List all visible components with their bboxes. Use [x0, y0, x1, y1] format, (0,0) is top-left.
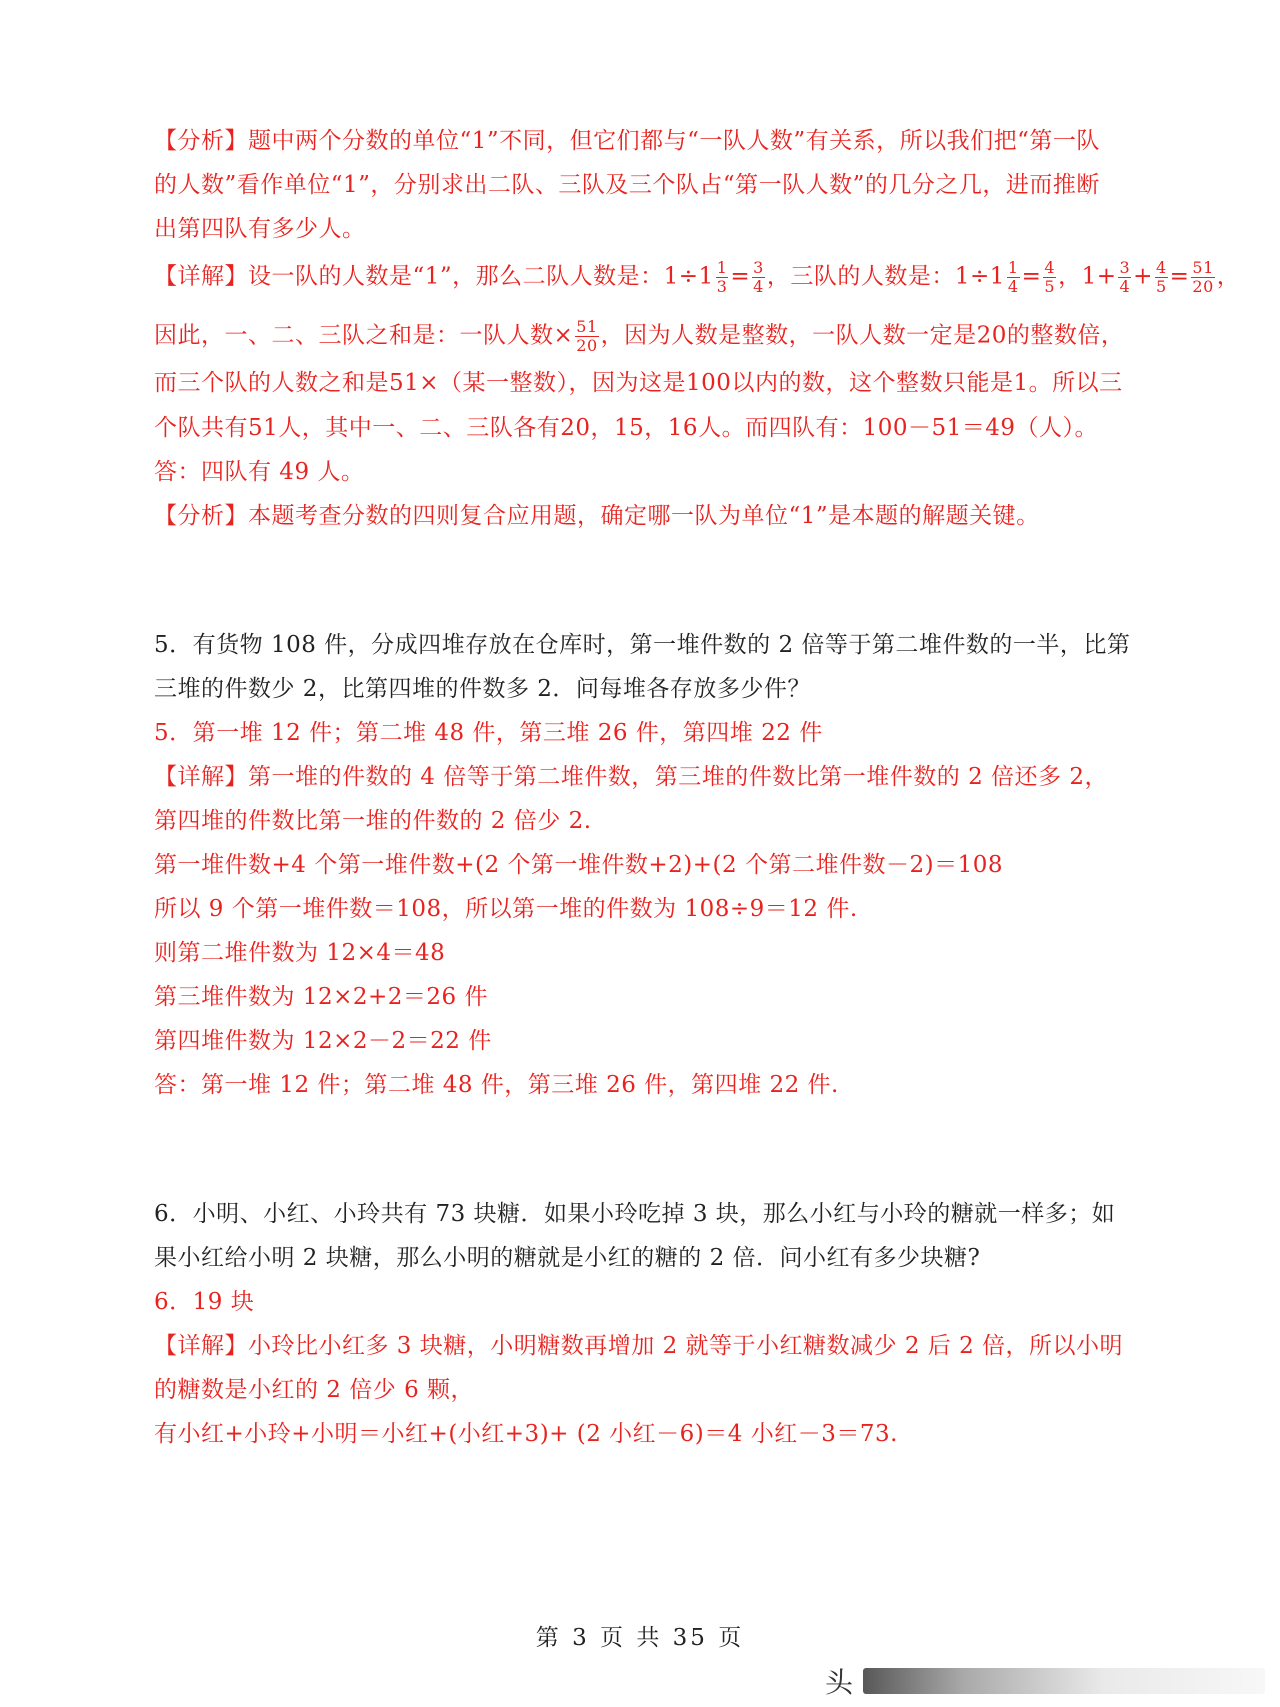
- watermark-glyph: 头: [825, 1666, 854, 1699]
- detail-line: 【详解】第一堆的件数的 4 倍等于第二堆件数，第三堆的件数比第一堆件数的 2 倍还多 2，: [154, 764, 1108, 790]
- page-footer: 第 3 页 共 35 页: [535, 1625, 745, 1651]
- detail-fraction-line: [154, 318, 1124, 355]
- detail-line: 第四堆的件数比第一堆的件数的 2 倍少 2.: [154, 808, 592, 834]
- analysis-line: 【分析】题中两个分数的单位“1”不同，但它们都与“一队人数”有关系，所以我们把“第一队: [154, 128, 1100, 154]
- analysis-line: 出第四队有多少人。: [154, 216, 366, 242]
- text-segment: ，三队的人数是：: [766, 263, 955, 290]
- detail-line: 第四堆件数为 12×2－2＝22 件: [154, 1028, 492, 1054]
- detail-fraction-line: 【详解】设一队的人数是“1”，那么二队人数是：1÷1 $\frac{1}{3}$ = $\frac{3}{4}$ ，三队的人数是：1÷1 $\frac{1}{4}$ = $\frac{4}{5}$ ，1+ $\frac{3}{4}$ + $\frac{4}{5}$ = $\frac{51}{20}$ ，: [154, 258, 1241, 296]
- answer-line: 答：第一堆 12 件；第二堆 48 件，第三堆 26 件，第四堆 22 件.: [154, 1072, 839, 1098]
- question-line: 果小红给小明 2 块糖，那么小明的糖就是小红的糖的 2 倍．问小红有多少块糖?: [154, 1245, 981, 1271]
- question-line: 三堆的件数少 2，比第四堆的件数多 2．问每堆各存放多少件？: [154, 676, 811, 702]
- fraction: $\frac{3}{4}$: [1119, 258, 1131, 296]
- answer-short: 5．第一堆 12 件；第二堆 48 件，第三堆 26 件，第四堆 22 件: [154, 720, 823, 746]
- detail-line: 第三堆件数为 12×2+2＝26 件: [154, 984, 488, 1010]
- analysis-line: 的人数”看作单位“1”，分别求出二队、三队及三个队占“第一队人数”的几分之几，进而推断: [154, 172, 1100, 198]
- analysis-line: 【分析】本题考查分数的四则复合应用题，确定哪一队为单位“1”是本题的解题关键。: [154, 503, 1040, 529]
- watermark-logo: [825, 1664, 1265, 1698]
- detail-line: 有小红+小玲+小明＝小红+(小红+3)+ (2 小红－6)＝4 小红－3＝73.: [154, 1421, 898, 1447]
- answer-short: 6．19 块: [154, 1289, 255, 1315]
- watermark-bar: [863, 1668, 1265, 1694]
- fraction: $\frac{4}{5}$: [1044, 258, 1056, 296]
- text-segment: 因此，一、二、三队之和是：一队人数×: [154, 322, 574, 349]
- answer-line: 答：四队有 49 人。: [154, 459, 365, 485]
- fraction: $\frac{51}{20}$: [1192, 258, 1214, 296]
- text-segment: 【详解】设一队的人数是“1”，那么二队人数是：: [154, 263, 664, 290]
- fraction: $\frac{1}{3}$: [716, 258, 728, 296]
- question-line: 5．有货物 108 件，分成四堆存放在仓库时，第一堆件数的 2 倍等于第二堆件数的一半，比第: [154, 632, 1131, 658]
- math-segment: 1÷1: [663, 263, 714, 290]
- question-line: 6．小明、小红、小玲共有 73 块糖．如果小玲吃掉 3 块，那么小红与小玲的糖就一样多；如: [154, 1201, 1116, 1227]
- text-segment: ，因为人数是整数，一队人数一定是20的整数倍，: [600, 322, 1125, 349]
- detail-line: 【详解】小玲比小红多 3 块糖，小明糖数再增加 2 就等于小红糖数减少 2 后 2 倍，所以小明: [154, 1333, 1124, 1359]
- fraction: $\frac{4}{5}$: [1155, 258, 1167, 296]
- detail-line: 第一堆件数+4 个第一堆件数+(2 个第一堆件数+2)+(2 个第二堆件数－2)＝108: [154, 852, 1003, 878]
- detail-line: 而三个队的人数之和是51×（某一整数），因为这是100以内的数，这个整数只能是1。所以三: [154, 370, 1123, 396]
- detail-line: 的糖数是小红的 2 倍少 6 颗，: [154, 1377, 475, 1403]
- fraction: $\frac{51}{20}$: [576, 317, 598, 355]
- fraction: $\frac{1}{4}$: [1007, 258, 1019, 296]
- detail-line: 个队共有51人，其中一、二、三队各有20，15，16人。而四队有：100－51＝49（人）。: [154, 415, 1098, 441]
- fraction: $\frac{3}{4}$: [753, 258, 764, 296]
- detail-line: 所以 9 个第一堆件数＝108，所以第一堆的件数为 108÷9＝12 件.: [154, 896, 858, 922]
- detail-line: 则第二堆件数为 12×4＝48: [154, 940, 446, 966]
